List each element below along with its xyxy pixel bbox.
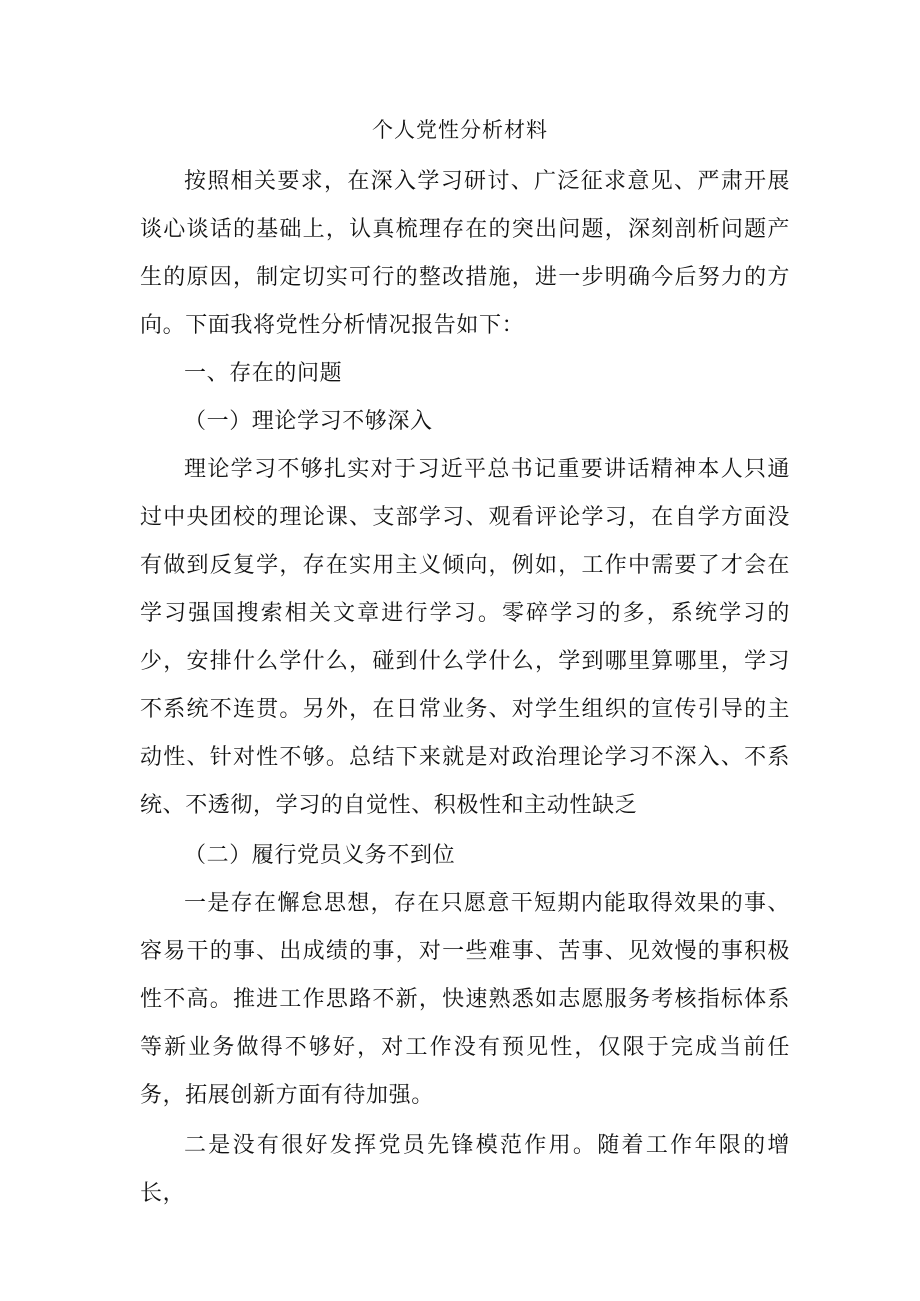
intro-paragraph: 按照相关要求，在深入学习研讨、广泛征求意见、严肃开展谈心谈话的基础上，认真梳理存在的突出问题，深刻剖析问题产生的原因，制定切实可行的整改措施，进一步明确今后努力的方向。下面我将党性分析情况报告如下： — [140, 169, 790, 338]
subsection-heading-theory-study: （一）理论学习不够深入 — [184, 409, 433, 434]
subsection-heading-party-duties: （二）履行党员义务不到位 — [184, 843, 456, 868]
section-heading-problems: 一、存在的问题 — [184, 361, 343, 386]
theory-study-paragraph: 理论学习不够扎实对于习近平总书记重要讲话精神本人只通过中央团校的理论课、支部学习、观看评论学习，在自学方面没有做到反复学，存在实用主义倾向，例如，工作中需要了才会在学习强国搜索相关文章进行学习。零碎学习的多，系统学习的少，安排什么学什么，碰到什么学什么，学到哪里算哪里，学习不系统不连贯。另外，在日常业务、对学生组织的宣传引导的主动性、针对性不够。总结下来就是对政治理论学习不深入、不系统、不透彻，学习的自觉性、积极性和主动性缺乏 — [140, 457, 790, 818]
party-duties-paragraph-2: 二是没有很好发挥党员先锋模范作用。随着工作年限的增长， — [140, 1133, 790, 1206]
page-title: 个人党性分析材料 — [372, 118, 548, 142]
party-duties-paragraph-1: 一是存在懈怠思想，存在只愿意干短期内能取得效果的事、容易干的事、出成绩的事，对一些难事、苦事、见效慢的事积极性不高。推进工作思路不新，快速熟悉如志愿服务考核指标体系等新业务做得不够好，对工作没有预见性，仅限于完成当前任务，拓展创新方面有待加强。 — [140, 891, 790, 1108]
